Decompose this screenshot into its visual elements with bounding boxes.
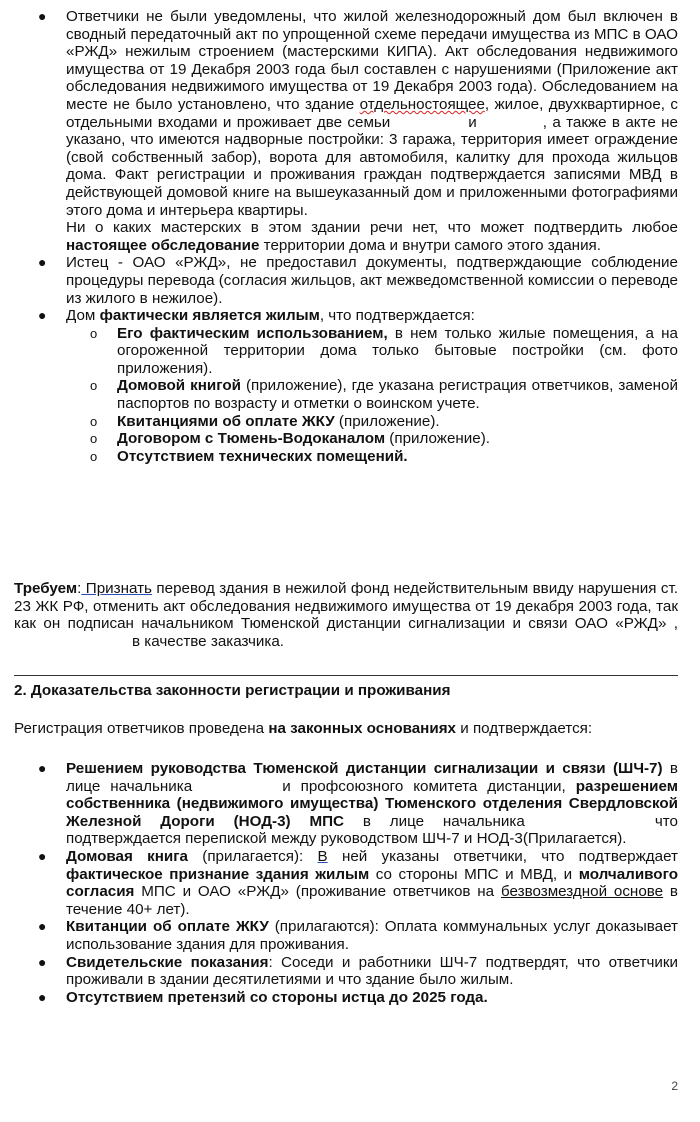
circle-bullet-icon: o	[90, 378, 98, 394]
circle-bullet-icon: o	[90, 431, 98, 447]
list-item-paragraph: Ни о каких мастерских в этом здании речи нет, что может подтвердить любое настоящее обследование территории дома и внутри самого этого здания.	[66, 219, 678, 254]
list-item-housebook: ● Домовая книга (прилагается): В ней указаны ответчики, что подтверждает фактическое признание здания жилым со стороны МПС и МВД, и молчаливого согласия МПС и ОАО «РЖД» (проживание ответчиков на безвозмездной основе в течение 40+ лет).	[38, 847, 678, 918]
sublist-item: o Отсутствием технических помещений.	[90, 447, 408, 465]
bullet-icon: ●	[38, 847, 47, 864]
list-item-witnesses: ● Свидетельские показания: Соседи и работники ШЧ-7 подтвердят, что ответчики проживали в здании десятилетиями и что здание было жилым.	[38, 953, 678, 989]
bullet-icon: ●	[38, 760, 47, 776]
bullet-icon: ●	[38, 953, 47, 970]
sublist-item: o Договором с Тюмень-Водоканалом (приложение).	[90, 430, 491, 448]
demand-paragraph: Требуем: Признать перевод здания в нежилой фонд недействительным ввиду нарушения ст. 23 ЖК РФ, отменить акт обследования недвижимого имущества от 19 декабря 2003 года, так как он подписан начальником Тюменской дистанции сигнализации и связи ОАО «РЖД» ,в качестве заказчика.	[14, 580, 679, 650]
sublist-item: o Домовой книгой (приложение), где указана регистрация ответчиков, заменой паспортов по возрасту и отметки о воинском учете.	[90, 377, 678, 413]
intro-paragraph: Регистрация ответчиков проведена на законных основаниях и подтверждается:	[14, 720, 593, 737]
sublist-item: o Квитанциями об оплате ЖКУ (приложение).	[90, 412, 440, 430]
link-recognize[interactable]: Признать	[81, 580, 152, 597]
page-number: 2	[671, 1079, 678, 1093]
list-item-residential: ● Дом фактически является жилым, что подтверждается:	[38, 307, 475, 325]
section2-list	[0, 760, 700, 1006]
sublist-item: o Его фактическим использованием, в нем только жилые помещения, а на огороженной территории дома только бытовые постройки (см. фото приложения).	[90, 324, 678, 377]
list-item-receipts: ● Квитанции об оплате ЖКУ (прилагаются): Оплата коммунальных услуг доказывает использование здания для проживания.	[38, 918, 678, 953]
link-housebook[interactable]: В	[317, 847, 328, 865]
list-item-procedure: ● Истец - ОАО «РЖД», не предоставил документы, подтверждающие соблюдение процедуры перевода (согласия жильцов, акт межведомственной комиссии о переводе из жилого в нежилое).	[38, 254, 678, 307]
list-item-decision: ● Решением руководства Тюменской дистанции сигнализации и связи (ШЧ-7) в лице начальника и профсоюзного комитета дистанции, разрешением собственника (недвижимого имущества) Тюменского отделения Свердловской Железной Дороги (НОД-3) МПС в лице начальника что подтверждается перепиской между руководством ШЧ-7 и НОД-3(Прилагается).	[38, 760, 678, 848]
bullet-icon: ●	[38, 988, 47, 1005]
section-heading: 2. Доказательства законности регистрации и проживания	[14, 682, 451, 699]
circle-bullet-icon: o	[90, 325, 98, 341]
list-item-notification: ● Ответчики не были уведомлены, что жилой железнодорожный дом был включен в сводный передаточный акт по упрощенной схеме передачи имущества из МПС в ОАО «РЖД» нежилым строением (мастерскими КИПА). Акт обследования недвижимого имущества от 19 Декабря 2003 года был составлен с нарушениями (Приложение акт обследования недвижимого имущества от 19 Декабря 2003 года). Обследованием на месте не было установлено, что здание отдельностоящее, жилое, двухквартирное, с отдельными входами и проживает две семьи и , а также в акте не указано, что имеются надворные постройки: 3 гаража, территория имеет ограждение (свой собственный забор), ворота для автомобиля, калитку для прохода жильцов дома. Факт регистрации и проживания граждан подтверждается записями МВД в действующей домовой книге на вышеуказанный дом и приложенными фотографиями этого дома и интерьера квартиры. Ни о каких мастерских в этом здании речи нет, что может подтвердить любое настоящее обследование территории дома и внутри самого этого здания.	[38, 8, 678, 254]
circle-bullet-icon: o	[90, 448, 98, 464]
section1-list	[0, 8, 700, 465]
bullet-icon: ●	[38, 254, 47, 271]
bullet-icon: ●	[38, 8, 47, 24]
list-item-no-claims: ● Отсутствием претензий со стороны истца до 2025 года.	[38, 988, 488, 1006]
section-divider	[14, 675, 678, 676]
bullet-icon: ●	[38, 918, 47, 935]
circle-bullet-icon: o	[90, 413, 98, 429]
bullet-icon: ●	[38, 307, 47, 324]
